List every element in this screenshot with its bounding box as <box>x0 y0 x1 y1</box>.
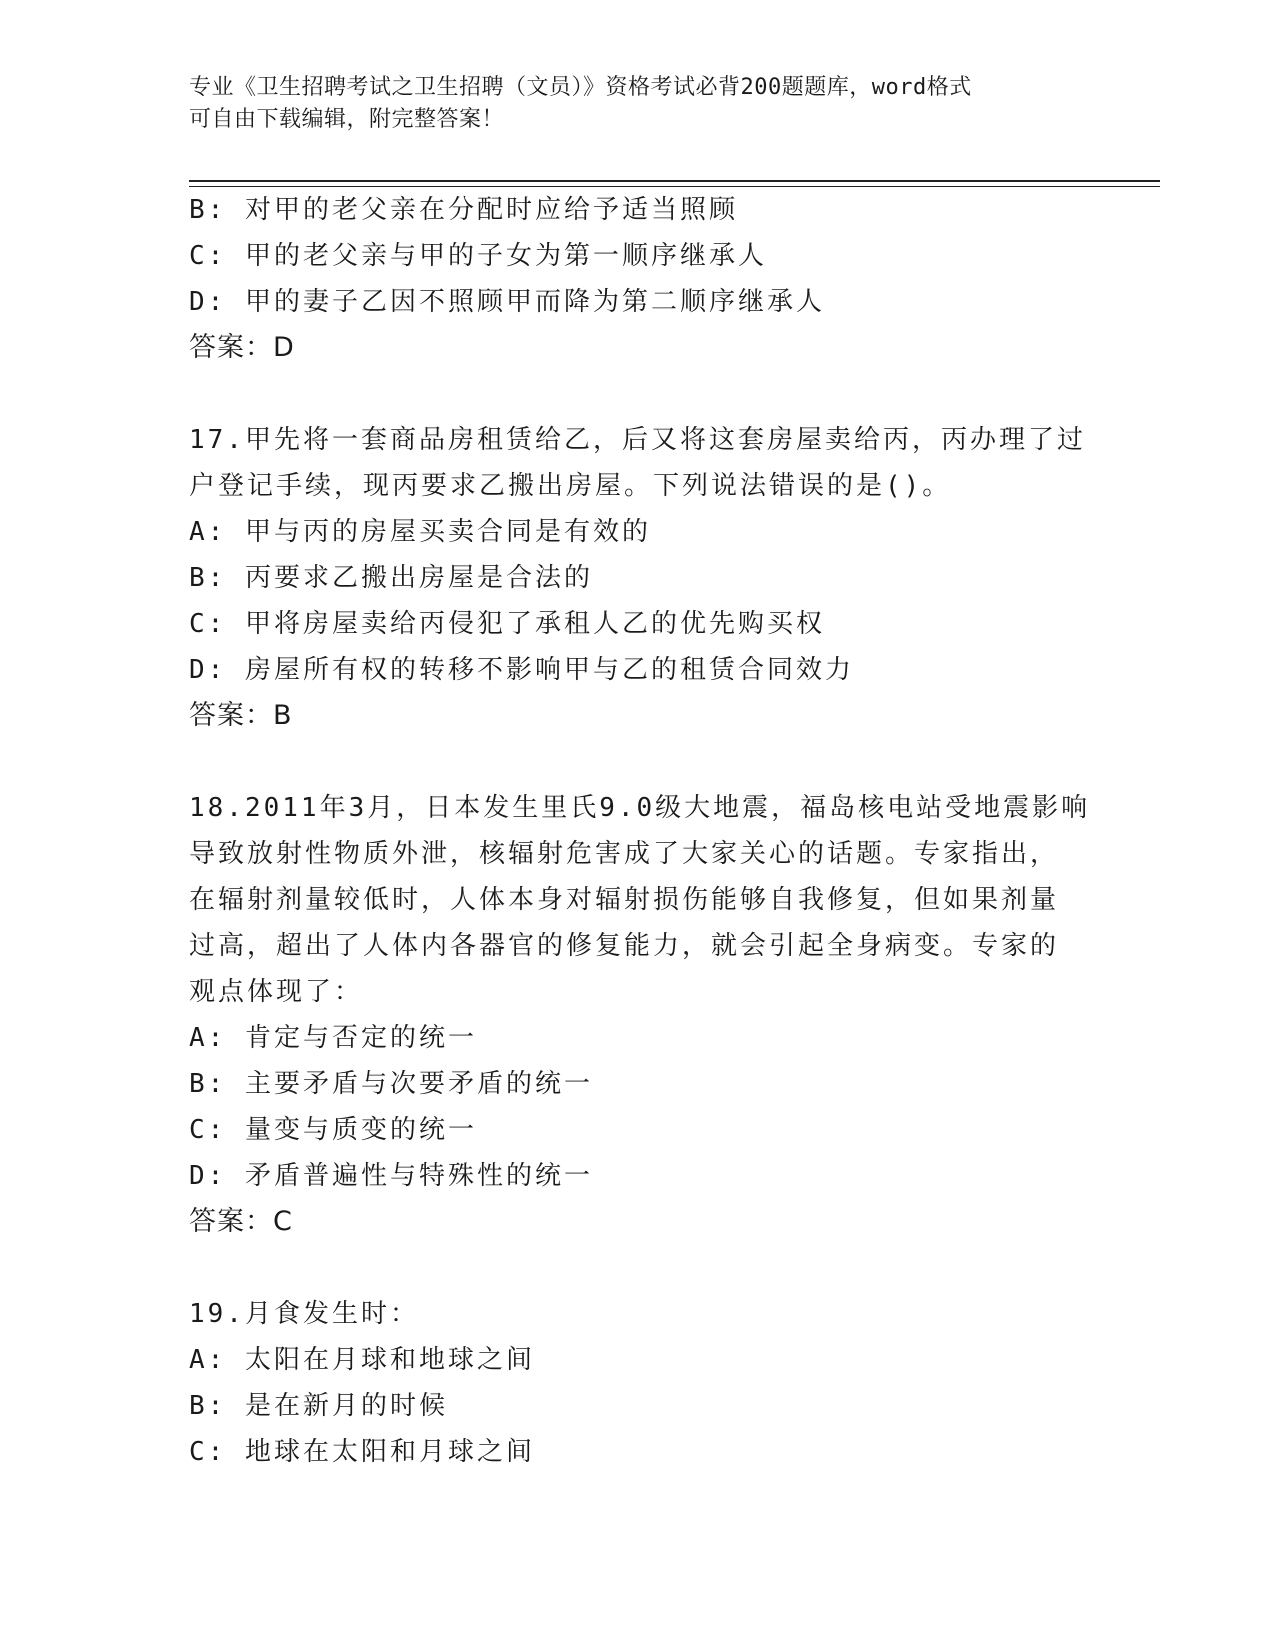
question-16-tail <box>189 187 1089 371</box>
question-18 <box>189 785 1089 1245</box>
option-b: B: 主要矛盾与次要矛盾的统一 <box>189 1069 593 1099</box>
spacer <box>189 371 1089 417</box>
option-c: C: 甲将房屋卖给丙侵犯了承租人乙的优先购买权 <box>189 609 825 639</box>
option-a: A: 太阳在月球和地球之间 <box>189 1345 535 1375</box>
question-stem: 过高，超出了人体内各器官的修复能力，就会引起全身病变。专家的 <box>189 931 1060 961</box>
option-c: C: 地球在太阳和月球之间 <box>189 1437 535 1467</box>
option-a: A: 肯定与否定的统一 <box>189 1023 477 1053</box>
document-header <box>189 72 1089 136</box>
question-stem: 观点体现了： <box>189 977 364 1007</box>
spacer <box>189 1245 1089 1291</box>
answer: 答案：C <box>189 1206 293 1237</box>
question-19 <box>189 1291 1089 1475</box>
question-stem: 19.月食发生时： <box>189 1299 419 1329</box>
option-d: D: 矛盾普遍性与特殊性的统一 <box>189 1161 593 1191</box>
option-b: B: 丙要求乙搬出房屋是合法的 <box>189 563 593 593</box>
answer: 答案：D <box>189 332 295 363</box>
question-stem: 17.甲先将一套商品房租赁给乙，后又将这套房屋卖给丙，丙办理了过 <box>189 425 1086 455</box>
header-line-1: 专业《卫生招聘考试之卫生招聘（文员）》资格考试必背200题题库，word格式 <box>189 75 972 100</box>
question-17 <box>189 417 1089 739</box>
question-stem: 18.2011年3月，日本发生里氏9.0级大地震，福岛核电站受地震影响 <box>189 793 1091 823</box>
option-b: B: 是在新月的时候 <box>189 1391 448 1421</box>
option-d: D: 房屋所有权的转移不影响甲与乙的租赁合同效力 <box>189 655 854 685</box>
option-b: B: 对甲的老父亲在分配时应给予适当照顾 <box>189 195 738 225</box>
question-stem: 导致放射性物质外泄，核辐射危害成了大家关心的话题。专家指出， <box>189 839 1060 869</box>
spacer <box>189 739 1089 785</box>
question-stem: 在辐射剂量较低时，人体本身对辐射损伤能够自我修复，但如果剂量 <box>189 885 1060 915</box>
question-content <box>189 187 1089 1475</box>
question-stem: 户登记手续，现丙要求乙搬出房屋。下列说法错误的是()。 <box>189 471 952 501</box>
option-a: A: 甲与丙的房屋买卖合同是有效的 <box>189 517 651 547</box>
header-divider-thick <box>189 180 1160 182</box>
answer: 答案：B <box>189 700 293 731</box>
option-c: C: 甲的老父亲与甲的子女为第一顺序继承人 <box>189 241 767 271</box>
option-d: D: 甲的妻子乙因不照顾甲而降为第二顺序继承人 <box>189 287 825 317</box>
header-line-2: 可自由下载编辑，附完整答案！ <box>189 107 505 132</box>
option-c: C: 量变与质变的统一 <box>189 1115 477 1145</box>
